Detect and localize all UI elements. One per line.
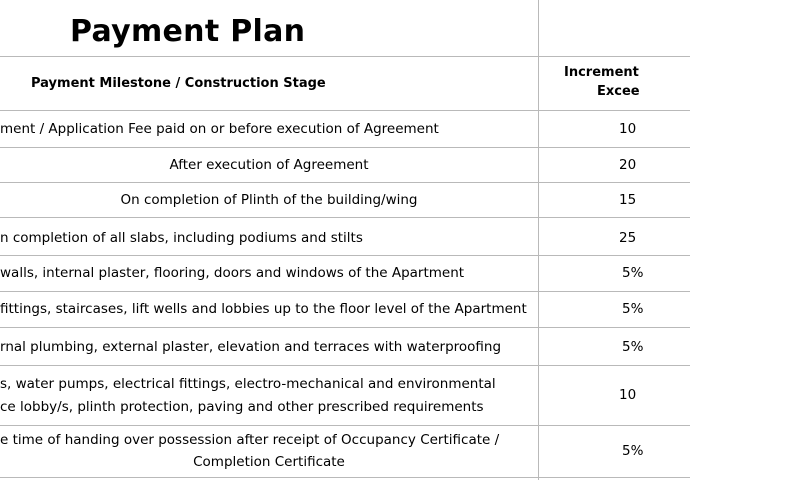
milestone-cell: walls, internal plaster, flooring, doors and windows of the Apartment bbox=[0, 265, 465, 281]
milestone-cell: s, water pumps, electrical fittings, electro-mechanical and environmental bbox=[0, 376, 496, 392]
increment-cell: 25 bbox=[619, 230, 637, 246]
increment-cell: 15 bbox=[619, 192, 637, 208]
row-divider bbox=[0, 477, 690, 478]
increment-cell: 5% bbox=[622, 443, 644, 459]
row-divider bbox=[0, 365, 690, 366]
row-divider bbox=[0, 182, 690, 183]
row-divider bbox=[0, 147, 690, 148]
increment-cell: 20 bbox=[619, 157, 637, 173]
milestone-cell: ce lobby/s, plinth protection, paving and other prescribed requirements bbox=[0, 399, 484, 415]
row-divider bbox=[0, 425, 690, 426]
increment-cell: 10 bbox=[619, 121, 637, 137]
milestone-cell: n completion of all slabs, including podiums and stilts bbox=[0, 230, 363, 246]
row-divider bbox=[0, 110, 690, 111]
page-title: Payment Plan bbox=[70, 14, 306, 49]
row-divider bbox=[0, 255, 690, 256]
increment-column-header-line1: Increment bbox=[564, 65, 639, 80]
increment-cell: 5% bbox=[622, 265, 644, 281]
increment-cell: 5% bbox=[622, 339, 644, 355]
increment-cell: 10 bbox=[619, 387, 637, 403]
milestone-cell: rnal plumbing, external plaster, elevation and terraces with waterproofing bbox=[0, 339, 502, 355]
milestone-cell: ment / Application Fee paid on or before execution of Agreement bbox=[0, 121, 439, 137]
milestone-cell: fittings, staircases, lift wells and lobbies up to the floor level of the Apartment bbox=[0, 301, 527, 317]
milestone-cell: e time of handing over possession after receipt of Occupancy Certificate / bbox=[0, 432, 500, 448]
milestone-cell: On completion of Plinth of the building/wing bbox=[120, 192, 418, 208]
row-divider bbox=[0, 327, 690, 328]
increment-cell: 5% bbox=[622, 301, 644, 317]
column-divider bbox=[538, 0, 539, 480]
milestone-cell: Completion Certificate bbox=[193, 454, 345, 470]
milestone-cell: After execution of Agreement bbox=[169, 157, 369, 173]
milestone-column-header: Payment Milestone / Construction Stage bbox=[31, 76, 326, 91]
row-divider bbox=[0, 56, 690, 57]
row-divider bbox=[0, 217, 690, 218]
increment-column-header-line2: Excee bbox=[597, 84, 640, 99]
row-divider bbox=[0, 291, 690, 292]
